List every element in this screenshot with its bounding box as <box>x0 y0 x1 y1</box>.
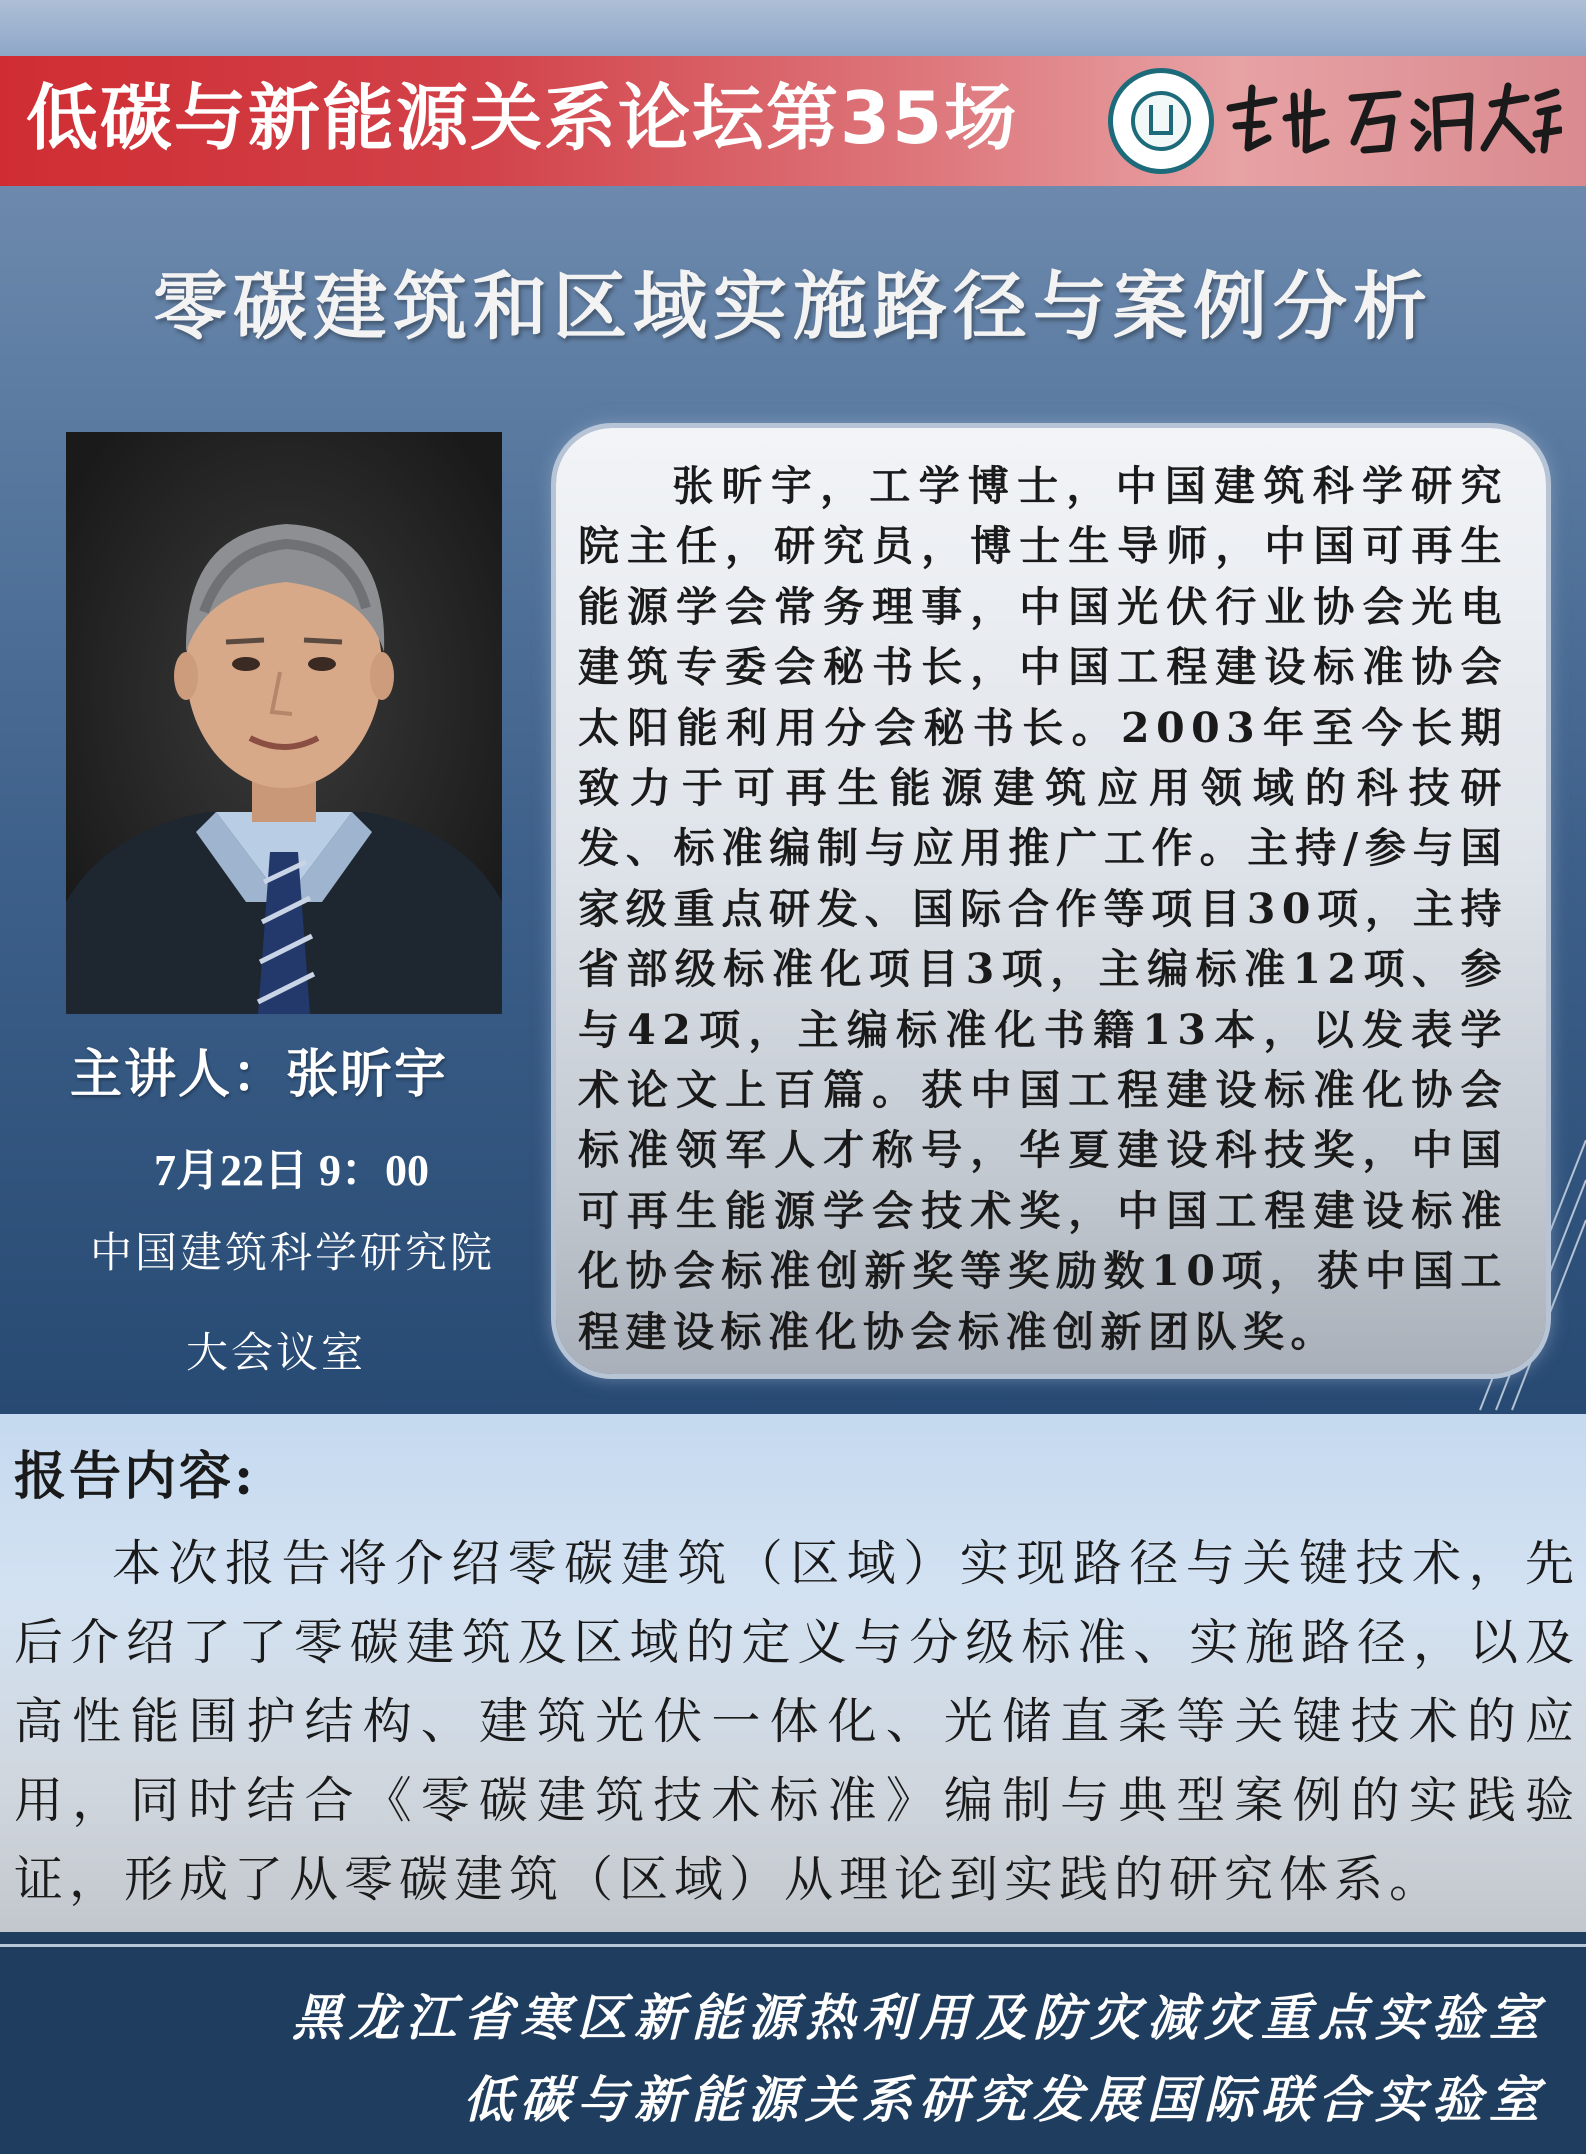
footer-divider <box>0 1944 1586 1947</box>
university-seal-icon <box>1108 68 1214 174</box>
speaker-portrait <box>66 432 502 1014</box>
header-banner <box>0 56 1586 186</box>
venue-room: 大会议室 <box>186 1328 367 1377</box>
university-calligraphy-logo <box>1222 78 1562 164</box>
event-datetime: 7月22日 9：00 <box>154 1146 429 1195</box>
report-body: 本次报告将介绍零碳建筑（区域）实现路径与关键技术，先后介绍了了零碳建筑及区域的定义与分级标准、实施路径，以及高性能围护结构、建筑光伏一体化、光储直柔等关键技术的应用，同时结合《零碳建筑技术标准》编制与典型案例的实践验证，形成了从零碳建筑（区域）从理论到实践的研究体系。 <box>14 1535 1580 1908</box>
footer-lab-1: 黑龙江省寒区新能源热利用及防灾减灾重点实验室 <box>292 1988 1546 2047</box>
footer-lab-2: 低碳与新能源关系研究发展国际联合实验室 <box>463 2070 1546 2129</box>
top-strip <box>0 0 1586 56</box>
speaker-name: 主讲人：张昕宇 <box>70 1044 449 1105</box>
speaker-bio-panel <box>556 428 1546 1374</box>
report-content-section <box>0 1414 1586 1932</box>
banner-title: 低碳与新能源关系论坛第35场 <box>26 76 1019 160</box>
venue-institution: 中国建筑科学研究院 <box>90 1228 496 1277</box>
report-heading: 报告内容: <box>14 1446 257 1507</box>
talk-title: 零碳建筑和区域实施路径与案例分析 <box>153 264 1433 350</box>
speaker-bio-text: 张昕宇，工学博士，中国建筑科学研究院主任，研究员，博士生导师，中国可再生能源学会常务理事，中国光伏行业协会光电建筑专委会秘书长，中国工程建设标准协会太阳能利用分会秘书长。2003年至今长期致力于可再生能源建筑应用领域的科技研发、标准编制与应用推广工作。主持/参与国家级重点研发、国际合作等项目30项，主持省部级标准化项目3项，主编标准12项、参与42项，主编标准化书籍13本，以发表学术论文上百篇。获中国工程建设标准化协会标准领军人才称号，华夏建设科技奖，中国可再生能源学会技术奖，中国工程建设标准化协会标准创新奖等奖励数10项，获中国工程建设标准化协会标准创新团队奖。 <box>578 462 1508 1356</box>
